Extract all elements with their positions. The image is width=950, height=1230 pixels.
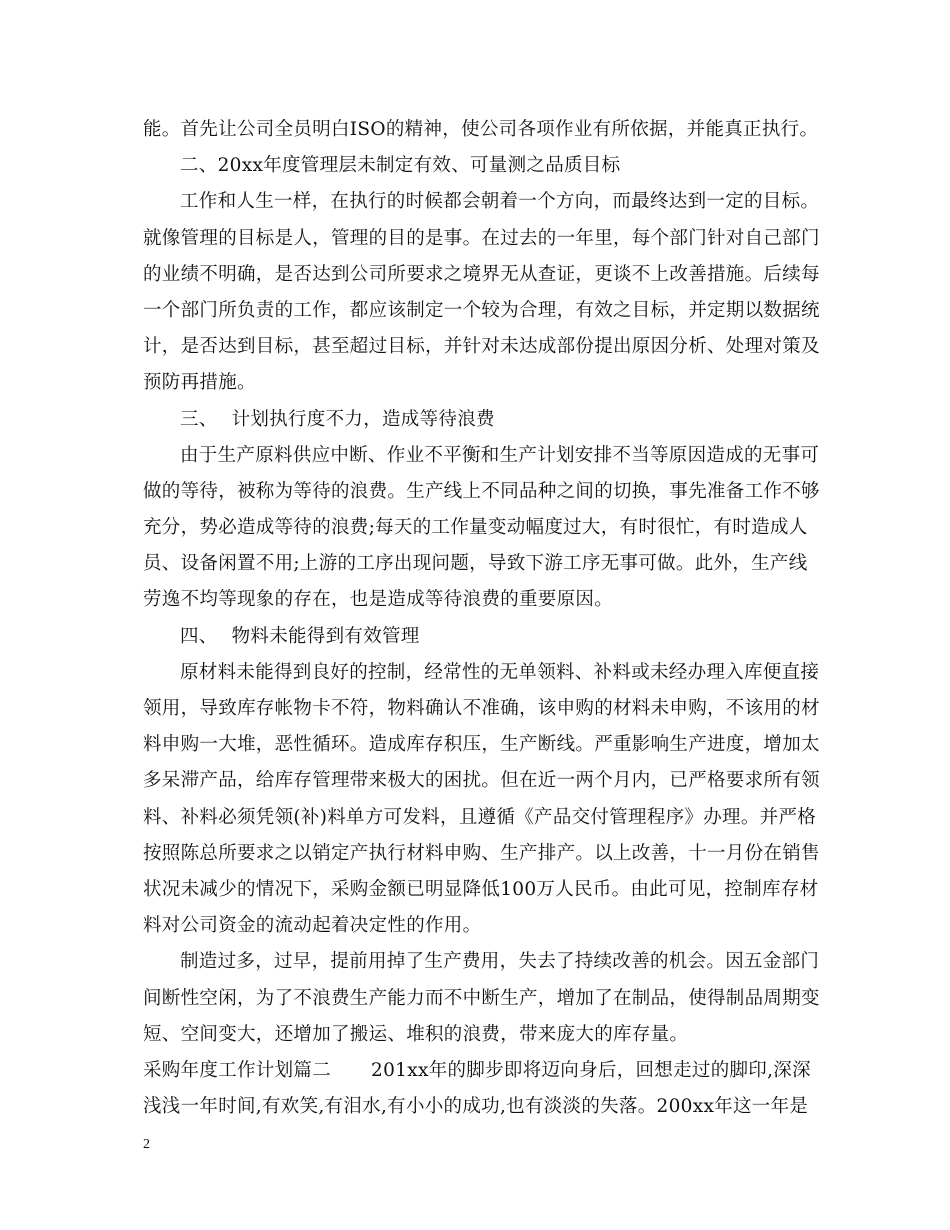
page-number: 2: [143, 1137, 150, 1152]
text-line-13: 员、设备闲置不用;上游的工序出现问题，导致下游工序无事可做。此外，生产线: [143, 553, 808, 575]
text-line-23: 状况未减少的情况下，采购金额已明显降低100万人民币。由此可见，控制库存材: [143, 878, 819, 900]
text-line-5: 的业绩不明确，是否达到公司所要求之境界无从查证，更谈不上改善措施。后续每: [143, 263, 820, 285]
text-line-26: 间断性空闲，为了不浪费生产能力而不中断生产，增加了在制品，使得制品周期变: [143, 987, 820, 1009]
section-number-3: 三、: [180, 408, 218, 430]
text-line-30: 浅浅一年时间,有欢笑,有泪水,有小小的成功,也有淡淡的失落。200xx年这一年是: [143, 1096, 809, 1118]
article-intro: 201xx年的脚步即将迈向身后，回想走过的脚印,深深: [371, 1059, 811, 1081]
text-line-20: 多呆滞产品，给库存管理带来极大的困扰。但在近一两个月内，已严格要求所有领: [143, 770, 820, 792]
text-line-6: 一个部门所负责的工作，都应该制定一个较为合理，有效之目标，并定期以数据统: [143, 299, 820, 321]
section-heading-3: [143, 402, 813, 438]
section-heading-4: [143, 619, 813, 655]
text-line-22: 按照陈总所要求之以销定产执行材料申购、生产排产。以上改善，十一月份在销售: [143, 842, 820, 864]
text-line-11: 做的等待，被称为等待的浪费。生产线上不同品种之间的切换，事先准备工作不够: [143, 480, 820, 502]
document-body: [143, 112, 820, 1125]
paragraph-start-line: 工作和人生一样，在执行的时候都会朝着一个方向，而最终达到一定的目标。: [180, 191, 820, 213]
text-line-18: 领用，导致库存帐物卡不符，物料确认不准确，该申购的材料未申购，不该用的材: [143, 698, 820, 719]
section-number-4: 四、: [180, 625, 218, 647]
section-title-4: 物料未能得到有效管理: [231, 625, 420, 647]
text-line-12: 充分，势必造成等待的浪费;每天的工作量变动幅度过大，有时很忙，有时造成人: [143, 517, 808, 539]
text-line-21: 料、补料必须凭领(补)料单方可发料，且遵循《产品交付管理程序》办理。并严格: [143, 806, 817, 828]
text-line-4: 就像管理的目标是人，管理的目的是事。在过去的一年里，每个部门针对自己部门: [143, 227, 820, 249]
section-heading-2: 二、20xx年度管理层未制定有效、可量测之品质目标: [180, 155, 621, 177]
paragraph-start-line: 由于生产原料供应中断、作业不平衡和生产计划安排不当等原因造成的无事可: [180, 444, 820, 466]
text-line-8: 预防再措施。: [143, 372, 256, 394]
section-title-3: 计划执行度不力，造成等待浪费: [231, 408, 495, 430]
text-line-14: 劳逸不均等现象的存在，也是造成等待浪费的重要原因。: [143, 589, 614, 611]
text-line-7: 计，是否达到目标，甚至超过目标，并针对未达成部份提出原因分析、处理对策及: [143, 336, 820, 358]
text-line-27: 短、空间变大，还增加了搬运、堆积的浪费，带来庞大的库存量。: [143, 1023, 689, 1045]
article-title: 采购年度工作计划篇二: [143, 1059, 332, 1081]
text-line-24: 料对公司资金的流动起着决定性的作用。: [143, 915, 482, 937]
paragraph-start-line: 原材料未能得到良好的控制，经常性的无单领料、补料或未经办理入库便直接: [180, 661, 820, 683]
text-line-1: 能。首先让公司全员明白ISO的精神，使公司各项作业有所依据，并能真正执行。: [143, 119, 819, 140]
paragraph-start-line: 制造过多，过早，提前用掉了生产费用，失去了持续改善的机会。因五金部门: [180, 951, 820, 973]
article-title-line: [143, 1053, 813, 1089]
text-line-19: 料申购一大堆，恶性循环。造成库存积压，生产断线。严重影响生产进度，增加太: [143, 734, 820, 756]
